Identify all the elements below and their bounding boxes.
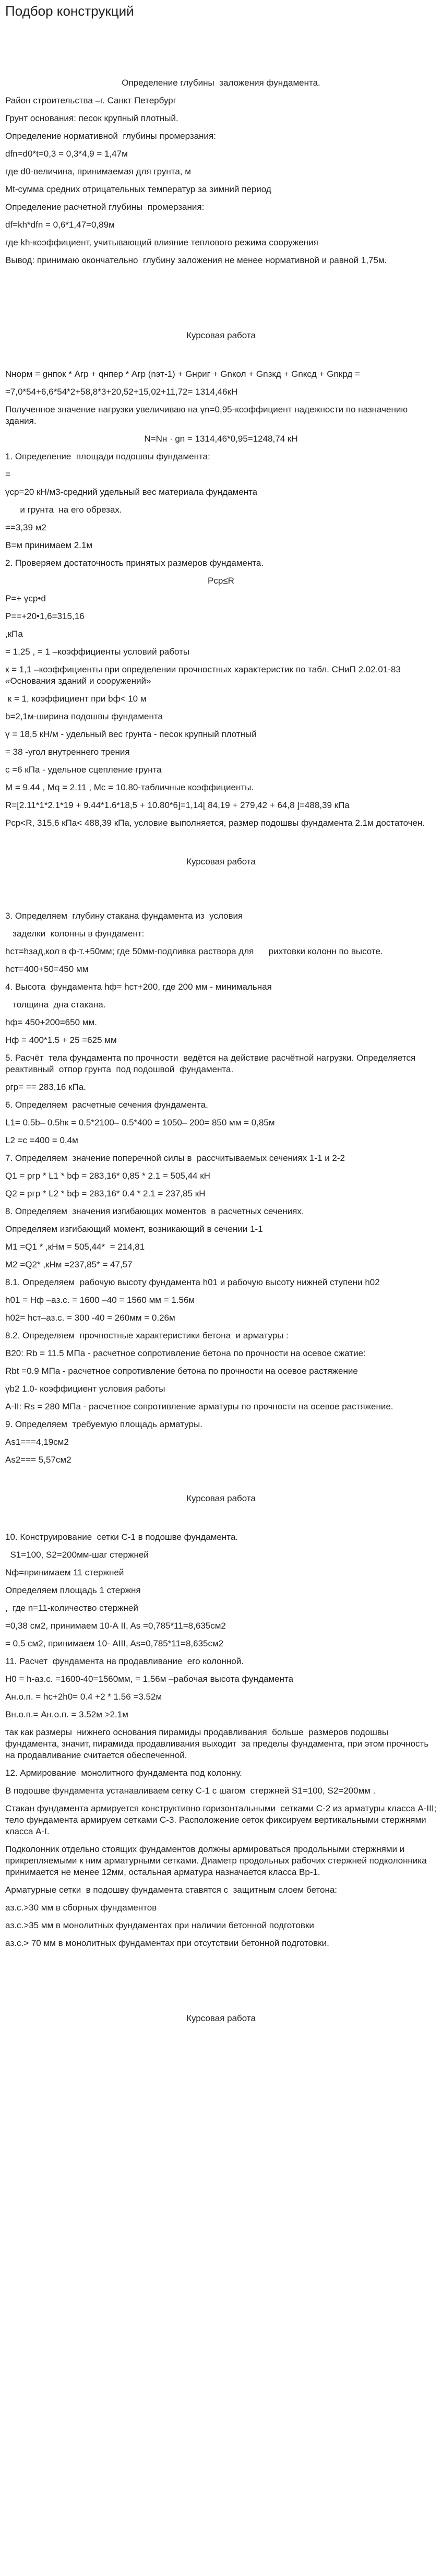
paragraph: aз.с.> 70 мм в монолитных фундаментах при отсутствии бетонной подготовки. [5,1938,329,1948]
paragraph: ,кПа [5,629,23,639]
paragraph: =0,38 см2, принимаем 10-А II, As =0,785*11=8,635см2 [5,1621,226,1631]
paragraph: 7. Определяем значение поперечной силы в рассчитываемых сечениях 1-1 и 2-2 [5,1153,345,1163]
paragraph: Определение нормативной глубины промерзания: [5,131,216,141]
paragraph: 12. Армирование монолитного фундамента под колонну. [5,1768,242,1778]
paragraph: Определяем изгибающий момент, возникающий в сечении 1-1 [5,1224,263,1234]
paragraph: pгр= == 283,16 кПа. [5,1082,86,1092]
paragraph: 5. Расчёт тела фундамента по прочности ведётся на действие расчётной нагрузки. Определяется реактивный отпор грунта под подошвой фундамента. [5,1053,418,1074]
page-footer: Курсовая работа [186,857,256,866]
paragraph: P==+20•1,6=315,16 [5,611,85,621]
document-body [3,20,439,2024]
paragraph: P=+ γср•d [5,593,46,603]
section-mesh-construction [5,1532,437,1949]
paragraph: с =6 кПа - удельное сцепление грунта [5,765,162,775]
paragraph: Nнорм = gнпок * Aгр + qнпер * Aгр (nэт-1) + Gнриг + Gnкол + Gnзкд + Gnксд + Gnкрд = [5,369,360,379]
paragraph: к = 1, коэффициент при bф< 10 м [5,694,147,704]
paragraph: где d0-величина, принимаемая для грунта, м [5,167,191,176]
paragraph: к = 1,1 –коэффициенты при определении прочностных характеристик по табл. СНиП 2.02.01-83 «Основания зданий и сооружений» [5,664,403,686]
paragraph: Nф=принимаем 11 стержней [5,1568,124,1577]
paragraph: M2 =Q2* ,кНм =237,85* = 47,57 [5,1260,133,1269]
page-footer: Курсовая работа [186,330,256,340]
paragraph: df=kh*dfn = 0,6*1,47=0,89м [5,220,115,230]
paragraph: 2. Проверяем достаточность принятых размеров фундамента. [5,558,264,568]
page-footer: Курсовая работа [186,2013,256,2023]
paragraph: и грунта на его обрезах. [5,505,122,515]
paragraph: H0 = h-aз.с. =1600-40=1560мм, = 1.56м –рабочая высота фундамента [5,1674,294,1684]
paragraph: γb2 1.0- коэффициент условия работы [5,1384,165,1394]
paragraph: b=2,1м-ширина подошвы фундамента [5,711,163,721]
paragraph: = 0,5 см2, принимаем 10- AIII, As=0,785*11=8,635см2 [5,1639,224,1648]
paragraph: Pср<R, 315,6 кПа< 488,39 кПа, условие выполняется, размер подошвы фундамента 2.1м достаточен. [5,818,425,828]
paragraph: ==3,39 м2 [5,523,46,532]
section-load-calculation [5,369,437,829]
paragraph: А-II: Rs = 280 МПа - расчетное сопротивление арматуры по прочности на осевое растяжение. [5,1402,393,1411]
paragraph: 8. Определяем значения изгибающих моментов в расчетных сечениях. [5,1206,304,1216]
paragraph: γср=20 кН/м3-средний удельный вес материала фундамента [5,487,258,497]
paragraph: Подколонник отдельно стоящих фундаментов должны армироваться продольными стержнями и прикрепляемыми к ним арматурными сетками. Диаметр продольных рабочих стержней подколонника принимается не менее 12мм, остальная арматура назначается класса Вр-1. [5,1844,429,1877]
paragraph: 1. Определение площади подошвы фундамента: [5,452,210,461]
paragraph: Стакан фундамента армируется конструктивно горизонтальными сетками С-2 из арматуры класса А-III; тело фундамента армируем сетками С-3. Расположение сеток фиксируем вертикальными стержнями класса А-I. [5,1803,439,1836]
paragraph: Грунт основания: песок крупный плотный. [5,113,178,123]
paragraph: Mt-сумма средних отрицательных температур за зимний период [5,184,271,194]
paragraph: Район строительства –г. Санкт Петербург [5,96,176,105]
paragraph: 4. Высота фундамента hф= hст+200, где 200 мм - минимальная [5,982,272,992]
paragraph: Rbt =0.9 МПа - расчетное сопротивление бетона по прочности на осевое растяжение [5,1366,358,1376]
section-glass-depth-reinforcement [5,910,437,1466]
paragraph: где kh-коэффициент, учитывающий влияние теплового режима сооружения [5,238,318,247]
paragraph: Полученное значение нагрузки увеличиваю на γn=0,95-коэффициент надежности по назначению здания. [5,405,410,426]
paragraph: 3. Определяем глубину стакана фундамента из условия [5,911,243,921]
paragraph: dfn=d0*t=0,3 = 0,3*4,9 = 1,47м [5,149,128,159]
paragraph: aз.с.>30 мм в сборных фундаментов [5,1903,157,1913]
paragraph: Q1 = pгр * L1 * bф = 283,16* 0,85 * 2.1 = 505,44 кН [5,1171,210,1181]
paragraph: Hф = 400*1.5 + 25 =625 мм [5,1035,117,1045]
paragraph: hф= 450+200=650 мм. [5,1017,97,1027]
paragraph: h01 = Hф –aз.с. = 1600 –40 = 1560 мм = 1.56м [5,1295,195,1305]
paragraph: так как размеры нижнего основания пирамиды продавливания больше размеров подошвы фундамента, значит, пирамида продавливания выходит за пределы фундамента, при этом прочность на продавливание считается обеспеченной. [5,1727,431,1760]
paragraph: Арматурные сетки в подошву фундамента ставятся с защитным слоем бетона: [5,1885,338,1895]
paragraph: Bн.о.п.= Aн.о.п. = 3.52м >2.1м [5,1710,128,1719]
paragraph: , где n=11-количество стержней [5,1603,138,1613]
paragraph: 10. Конструирование сетки С-1 в подошве фундамента. [5,1532,238,1542]
paragraph: заделки колонны в фундамент: [5,929,145,939]
paragraph: 8.1. Определяем рабочую высоту фундамента h01 и рабочую высоту нижней ступени h02 [5,1277,380,1287]
paragraph: Pср≤R [208,576,234,586]
paragraph: N=Nн · gn = 1314,46*0,95=1248,74 кН [144,434,298,444]
section-foundation-depth [5,77,437,266]
paragraph: =7,0*54+6,6*54*2+58,8*3+20,52+15,02+11,72= 1314,46кН [5,387,238,397]
paragraph: В подошве фундамента устанавливаем сетку С-1 с шагом стержней S1=100, S2=200мм . [5,1786,376,1796]
paragraph: 9. Определяем требуемую площадь арматуры. [5,1419,202,1429]
paragraph: R=[2.11*1*2.1*19 + 9.44*1.6*18,5 + 10.80*6]=1,14[ 84,19 + 279,42 + 64,8 ]=488,39 кПа [5,800,350,810]
paragraph: hст=400+50=450 мм [5,964,89,974]
paragraph: As2=== 5,57см2 [5,1455,71,1465]
paragraph: = [5,469,10,479]
paragraph: As1===4,19см2 [5,1437,69,1447]
paragraph: M1 =Q1 * ,кНм = 505,44* = 214,81 [5,1242,145,1252]
paragraph: 6. Определяем расчетные сечения фундамента. [5,1100,208,1110]
paragraph: S1=100, S2=200мм-шаг стержней [5,1550,149,1560]
paragraph: h02= hст–aз.с. = 300 -40 = 260мм = 0.26м [5,1313,175,1323]
paragraph: Вывод: принимаю окончательно глубину заложения не менее нормативной и равной 1,75м. [5,255,387,265]
paragraph: = 1,25 , = 1 –коэффициенты условий работы [5,647,190,657]
paragraph: = 38 -угол внутреннего трения [5,747,130,757]
paragraph: Определяем площадь 1 стержня [5,1585,141,1595]
page-footer: Курсовая работа [186,1493,256,1503]
paragraph: Определение глубины заложения фундамента. [122,78,320,88]
paragraph: L2 =c =400 = 0,4м [5,1135,78,1145]
paragraph: aз.с.>35 мм в монолитных фундаментах при наличии бетонной подготовки [5,1920,314,1930]
paragraph: γ = 18,5 кН/м - удельный вес грунта - песок крупный плотный [5,729,257,739]
paragraph: В=м принимаем 2.1м [5,540,93,550]
page [0,2,442,2576]
paragraph: Q2 = pгр * L2 * bф = 283,16* 0.4 * 2.1 = 237,85 кН [5,1189,206,1198]
paragraph: 8.2. Определяем прочностные характеристики бетона и арматуры : [5,1331,289,1340]
paragraph: B20: Rb = 11.5 МПа - расчетное сопротивление бетона по прочности на осевое сжатие: [5,1348,366,1358]
paragraph: L1= 0.5b– 0.5hк = 0.5*2100– 0.5*400 = 1050– 200= 850 мм = 0,85м [5,1118,275,1127]
paragraph: M = 9.44 , Mq = 2.11 , Mс = 10.80-табличные коэффициенты. [5,782,254,792]
paragraph: hст=hзад,кол в ф-т.+50мм; где 50мм-подливка раствора для рихтовки колонн по высоте. [5,946,383,956]
paragraph: Определение расчетной глубины промерзания: [5,202,205,212]
page-title: Подбор конструкций [5,3,134,19]
paragraph: толщина дна стакана. [5,1000,106,1010]
paragraph: 11. Расчет фундамента на продавливание его колонной. [5,1656,244,1666]
paragraph: Aн.о.п. = hс+2h0= 0.4 +2 * 1.56 =3.52м [5,1692,162,1702]
